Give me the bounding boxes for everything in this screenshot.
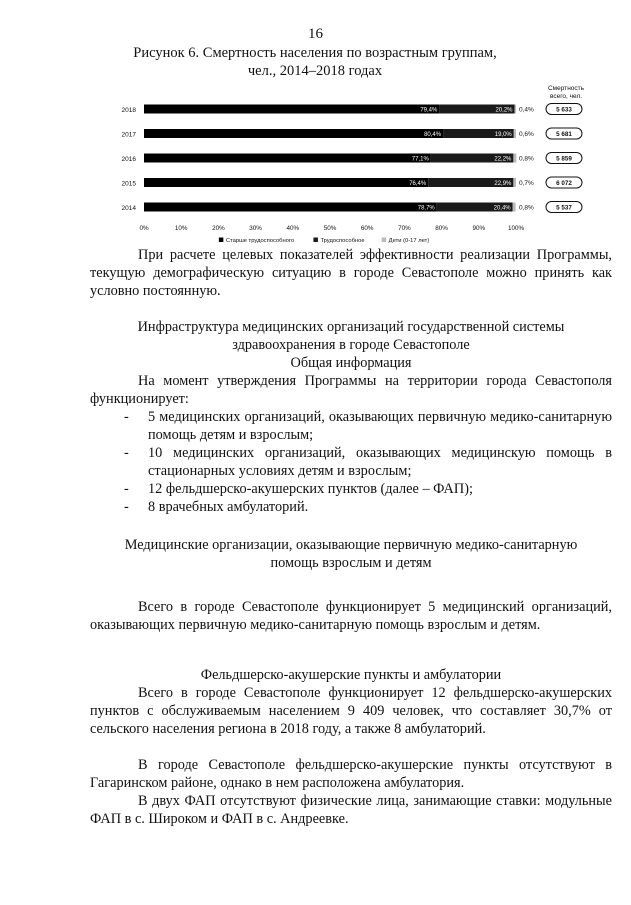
list-item: - 8 врачебных амбулаторий. xyxy=(124,499,309,515)
list-dash: - xyxy=(124,499,129,515)
data-label: 19,0% xyxy=(494,132,512,138)
data-label: 0,8% xyxy=(519,155,534,163)
y-tick-label: 2018 xyxy=(121,107,136,114)
bar-segment xyxy=(513,203,516,212)
legend-label: Трудоспособное xyxy=(320,238,365,244)
x-tick-label: 40% xyxy=(286,225,300,232)
legend-swatch xyxy=(219,238,224,243)
bar-segment xyxy=(514,129,516,138)
heading-line: помощь взрослым и детям xyxy=(270,555,432,571)
section-heading-fap: Фельдшерско-акушерские пункты и амбулатории xyxy=(200,667,502,683)
list-dash: - xyxy=(124,409,129,425)
list-dash: - xyxy=(124,445,129,461)
data-label: 77,1% xyxy=(411,156,429,163)
total-value: 5 859 xyxy=(556,155,572,163)
data-label: 0,4% xyxy=(519,106,534,114)
heading-line: Инфраструктура медицинских организаций государственной системы xyxy=(137,319,565,335)
data-label: 80,4% xyxy=(424,132,442,138)
y-tick-label: 2017 xyxy=(121,131,136,139)
x-tick-label: 80% xyxy=(435,225,448,232)
data-label: 0,8% xyxy=(519,204,534,212)
total-value: 5 537 xyxy=(556,204,572,212)
paragraph-4: Всего в городе Севастополе функционирует 12 фельдшерско-акушерских пунктов с обслуживаемым населением 9 409 человек, что составляет 30,7% от сельского населения региона в 2018 году, а также 8 амбулаторий. xyxy=(90,685,612,737)
list-item: - 12 фельдшерско-акушерских пунктов (далее – ФАП); xyxy=(124,481,473,497)
data-label: 20,2% xyxy=(495,107,513,114)
x-tick-label: 20% xyxy=(212,225,225,232)
paragraph-5: В городе Севастополе фельдшерско-акушерские пункты отсутствуют в Гагаринском районе, однако в нем расположена амбулатория. xyxy=(90,757,612,791)
section-heading-primary-care xyxy=(90,536,612,572)
data-label: 78,7% xyxy=(417,205,435,212)
x-tick-label: 60% xyxy=(360,225,374,232)
legend-label: Старше трудоспособного xyxy=(225,238,295,244)
y-tick-label: 2015 xyxy=(121,180,136,188)
legend-swatch xyxy=(382,238,387,243)
totals-header: всего, чел. xyxy=(549,93,583,100)
heading-line: Медицинские организации, оказывающие первичную медико-санитарную xyxy=(124,537,578,553)
x-tick-label: 90% xyxy=(472,225,486,232)
total-value: 5 633 xyxy=(556,106,572,114)
page-number: 16 xyxy=(308,26,323,42)
mortality-stacked-bar-chart xyxy=(100,82,620,252)
total-value: 5 681 xyxy=(556,130,572,138)
data-label: 76,4% xyxy=(409,181,427,187)
bar-segment xyxy=(513,154,516,163)
data-label: 0,7% xyxy=(519,180,534,187)
list-item: - 10 медицинских организаций, оказывающих медицинскую помощь в стационарных условиях детям и взрослым; xyxy=(124,445,612,479)
data-label: 22,9% xyxy=(494,181,512,187)
data-label: 20,4% xyxy=(493,205,511,212)
x-tick-label: 0% xyxy=(139,225,149,232)
x-tick-label: 100% xyxy=(507,225,525,232)
paragraph-2: На момент утверждения Программы на территории города Севастополя функционирует: xyxy=(90,373,612,407)
x-tick-label: 70% xyxy=(398,225,411,232)
figure-caption xyxy=(100,44,530,80)
y-tick-label: 2014 xyxy=(121,205,136,212)
data-label: 0,6% xyxy=(519,131,534,138)
bar-segment xyxy=(144,178,428,187)
list-dash: - xyxy=(124,481,129,497)
x-tick-label: 30% xyxy=(249,225,262,232)
legend-label: Дети (0-17 лет) xyxy=(388,238,430,244)
paragraph-6: В двух ФАП отсутствуют физические лица, занимающие ставки: модульные ФАП в с. Широком и ФАП в с. Андреевке. xyxy=(90,793,612,827)
bar-segment xyxy=(144,154,431,163)
heading-line: здравоохранения в городе Севастополе xyxy=(232,337,470,353)
bar-segment xyxy=(144,105,439,114)
bar-segment xyxy=(144,203,437,212)
figure-caption-line-1: Рисунок 6. Смертность населения по возрастным группам, xyxy=(133,45,497,61)
bar-segment xyxy=(144,129,443,138)
paragraph-1: При расчете целевых показателей эффективности реализации Программы, текущую демографическую ситуацию в городе Севастополе можно принять как условно постоянную. xyxy=(90,247,612,299)
heading-line: Общая информация xyxy=(290,355,412,371)
data-label: 79,4% xyxy=(420,107,438,114)
x-tick-label: 10% xyxy=(174,225,188,232)
legend-swatch xyxy=(313,238,318,243)
y-tick-label: 2016 xyxy=(121,156,136,163)
paragraph-3: Всего в городе Севастополе функционирует 5 медицинский организаций, оказывающих первичную медико-санитарную помощь взрослым и детям. xyxy=(90,599,612,633)
x-tick-label: 50% xyxy=(323,225,337,232)
data-label: 22,2% xyxy=(494,156,512,163)
list-item: - 5 медицинских организаций, оказывающих первичную медико-санитарную помощь детям и взрослым; xyxy=(124,409,612,443)
bar-segment xyxy=(515,105,516,114)
total-value: 6 072 xyxy=(556,179,572,187)
totals-header: Смертность xyxy=(547,85,585,92)
section-heading-infrastructure xyxy=(90,318,612,372)
bar-segment xyxy=(513,178,516,187)
figure-caption-line-2: чел., 2014–2018 годах xyxy=(247,63,383,79)
organization-list xyxy=(90,408,612,516)
